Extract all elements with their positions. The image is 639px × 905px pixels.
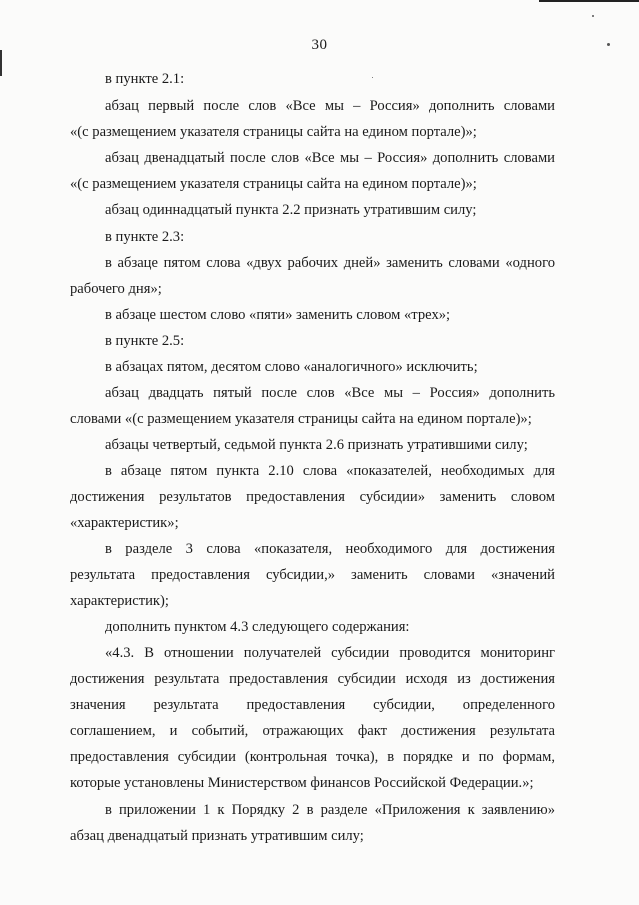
paragraph — [70, 797, 555, 849]
scan-speck — [592, 15, 594, 17]
text-line: достижения результатов предоставления субсидии» заменить словом — [70, 489, 555, 506]
text-line: в пункте 2.5: — [105, 333, 185, 349]
text-line: значения результата предоставления субсидии, определенного — [70, 697, 555, 714]
text-line: «(с размещением указателя страницы сайта на едином портале)»; — [70, 124, 477, 141]
paragraph — [70, 302, 555, 328]
scan-edge-line — [539, 0, 639, 2]
text-line: в абзаце пятом слова «двух рабочих дней» заменить словами «одного — [105, 255, 555, 271]
paragraph — [70, 224, 555, 250]
paragraph — [70, 614, 555, 640]
paragraph — [70, 145, 555, 197]
text-line: абзац одиннадцатый пункта 2.2 признать утратившим силу; — [105, 202, 477, 218]
text-line: в разделе 3 слова «показателя, необходимого для достижения — [105, 541, 555, 557]
text-line: абзацы четвертый, седьмой пункта 2.6 признать утратившими силу; — [105, 437, 528, 453]
text-line: «(с размещением указателя страницы сайта на едином портале)»; — [70, 176, 477, 193]
paragraph — [70, 93, 555, 145]
text-line: абзац двадцать пятый после слов «Все мы – Россия» дополнить — [105, 385, 555, 401]
text-line: «4.3. В отношении получателей субсидии проводится мониторинг — [105, 645, 555, 661]
text-line: в абзацах пятом, десятом слово «аналогичного» исключить; — [105, 359, 478, 375]
paragraph — [70, 640, 555, 797]
paragraph — [70, 458, 555, 536]
text-line: результата предоставления субсидии,» заменить словами «значений — [70, 567, 555, 584]
page-number: 30 — [311, 37, 328, 53]
text-line: словами «(с размещением указателя страницы сайта на едином портале)»; — [70, 411, 532, 428]
text-line: абзац первый после слов «Все мы – Россия» дополнить словами — [105, 98, 555, 114]
text-line: соглашением, и событий, отражающих факт достижения результата — [70, 723, 555, 740]
text-line: абзац двенадцатый после слов «Все мы – Россия» дополнить словами — [105, 150, 555, 166]
text-line: «характеристик»; — [70, 515, 179, 532]
text-line: в пункте 2.3: — [105, 229, 185, 245]
paragraph — [70, 354, 555, 380]
paragraph — [70, 250, 555, 302]
paragraph — [70, 328, 555, 354]
text-line: достижения результата предоставления субсидии исходя из достижения — [70, 671, 555, 688]
text-line: дополнить пунктом 4.3 следующего содержания: — [105, 619, 410, 635]
paragraph — [70, 380, 555, 432]
paragraph — [70, 197, 555, 223]
text-line: рабочего дня»; — [70, 281, 162, 298]
text-line: характеристик); — [70, 593, 169, 610]
text-line: в абзаце пятом пункта 2.10 слова «показателей, необходимых для — [105, 463, 555, 479]
text-line: предоставления субсидии (контрольная точка), в порядке и по формам, — [70, 749, 555, 766]
paragraph — [70, 66, 555, 92]
text-line: в приложении 1 к Порядку 2 в разделе «Приложения к заявлению» — [105, 802, 555, 818]
text-line: в пункте 2.1: — [105, 71, 185, 87]
text-line: абзац двенадцатый признать утратившим силу; — [70, 828, 364, 845]
text-line: которые установлены Министерством финансов Российской Федерации.»; — [70, 775, 534, 792]
text-line: в абзаце шестом слово «пяти» заменить словом «трех»; — [105, 307, 451, 323]
paragraph — [70, 536, 555, 614]
paragraph — [70, 432, 555, 458]
